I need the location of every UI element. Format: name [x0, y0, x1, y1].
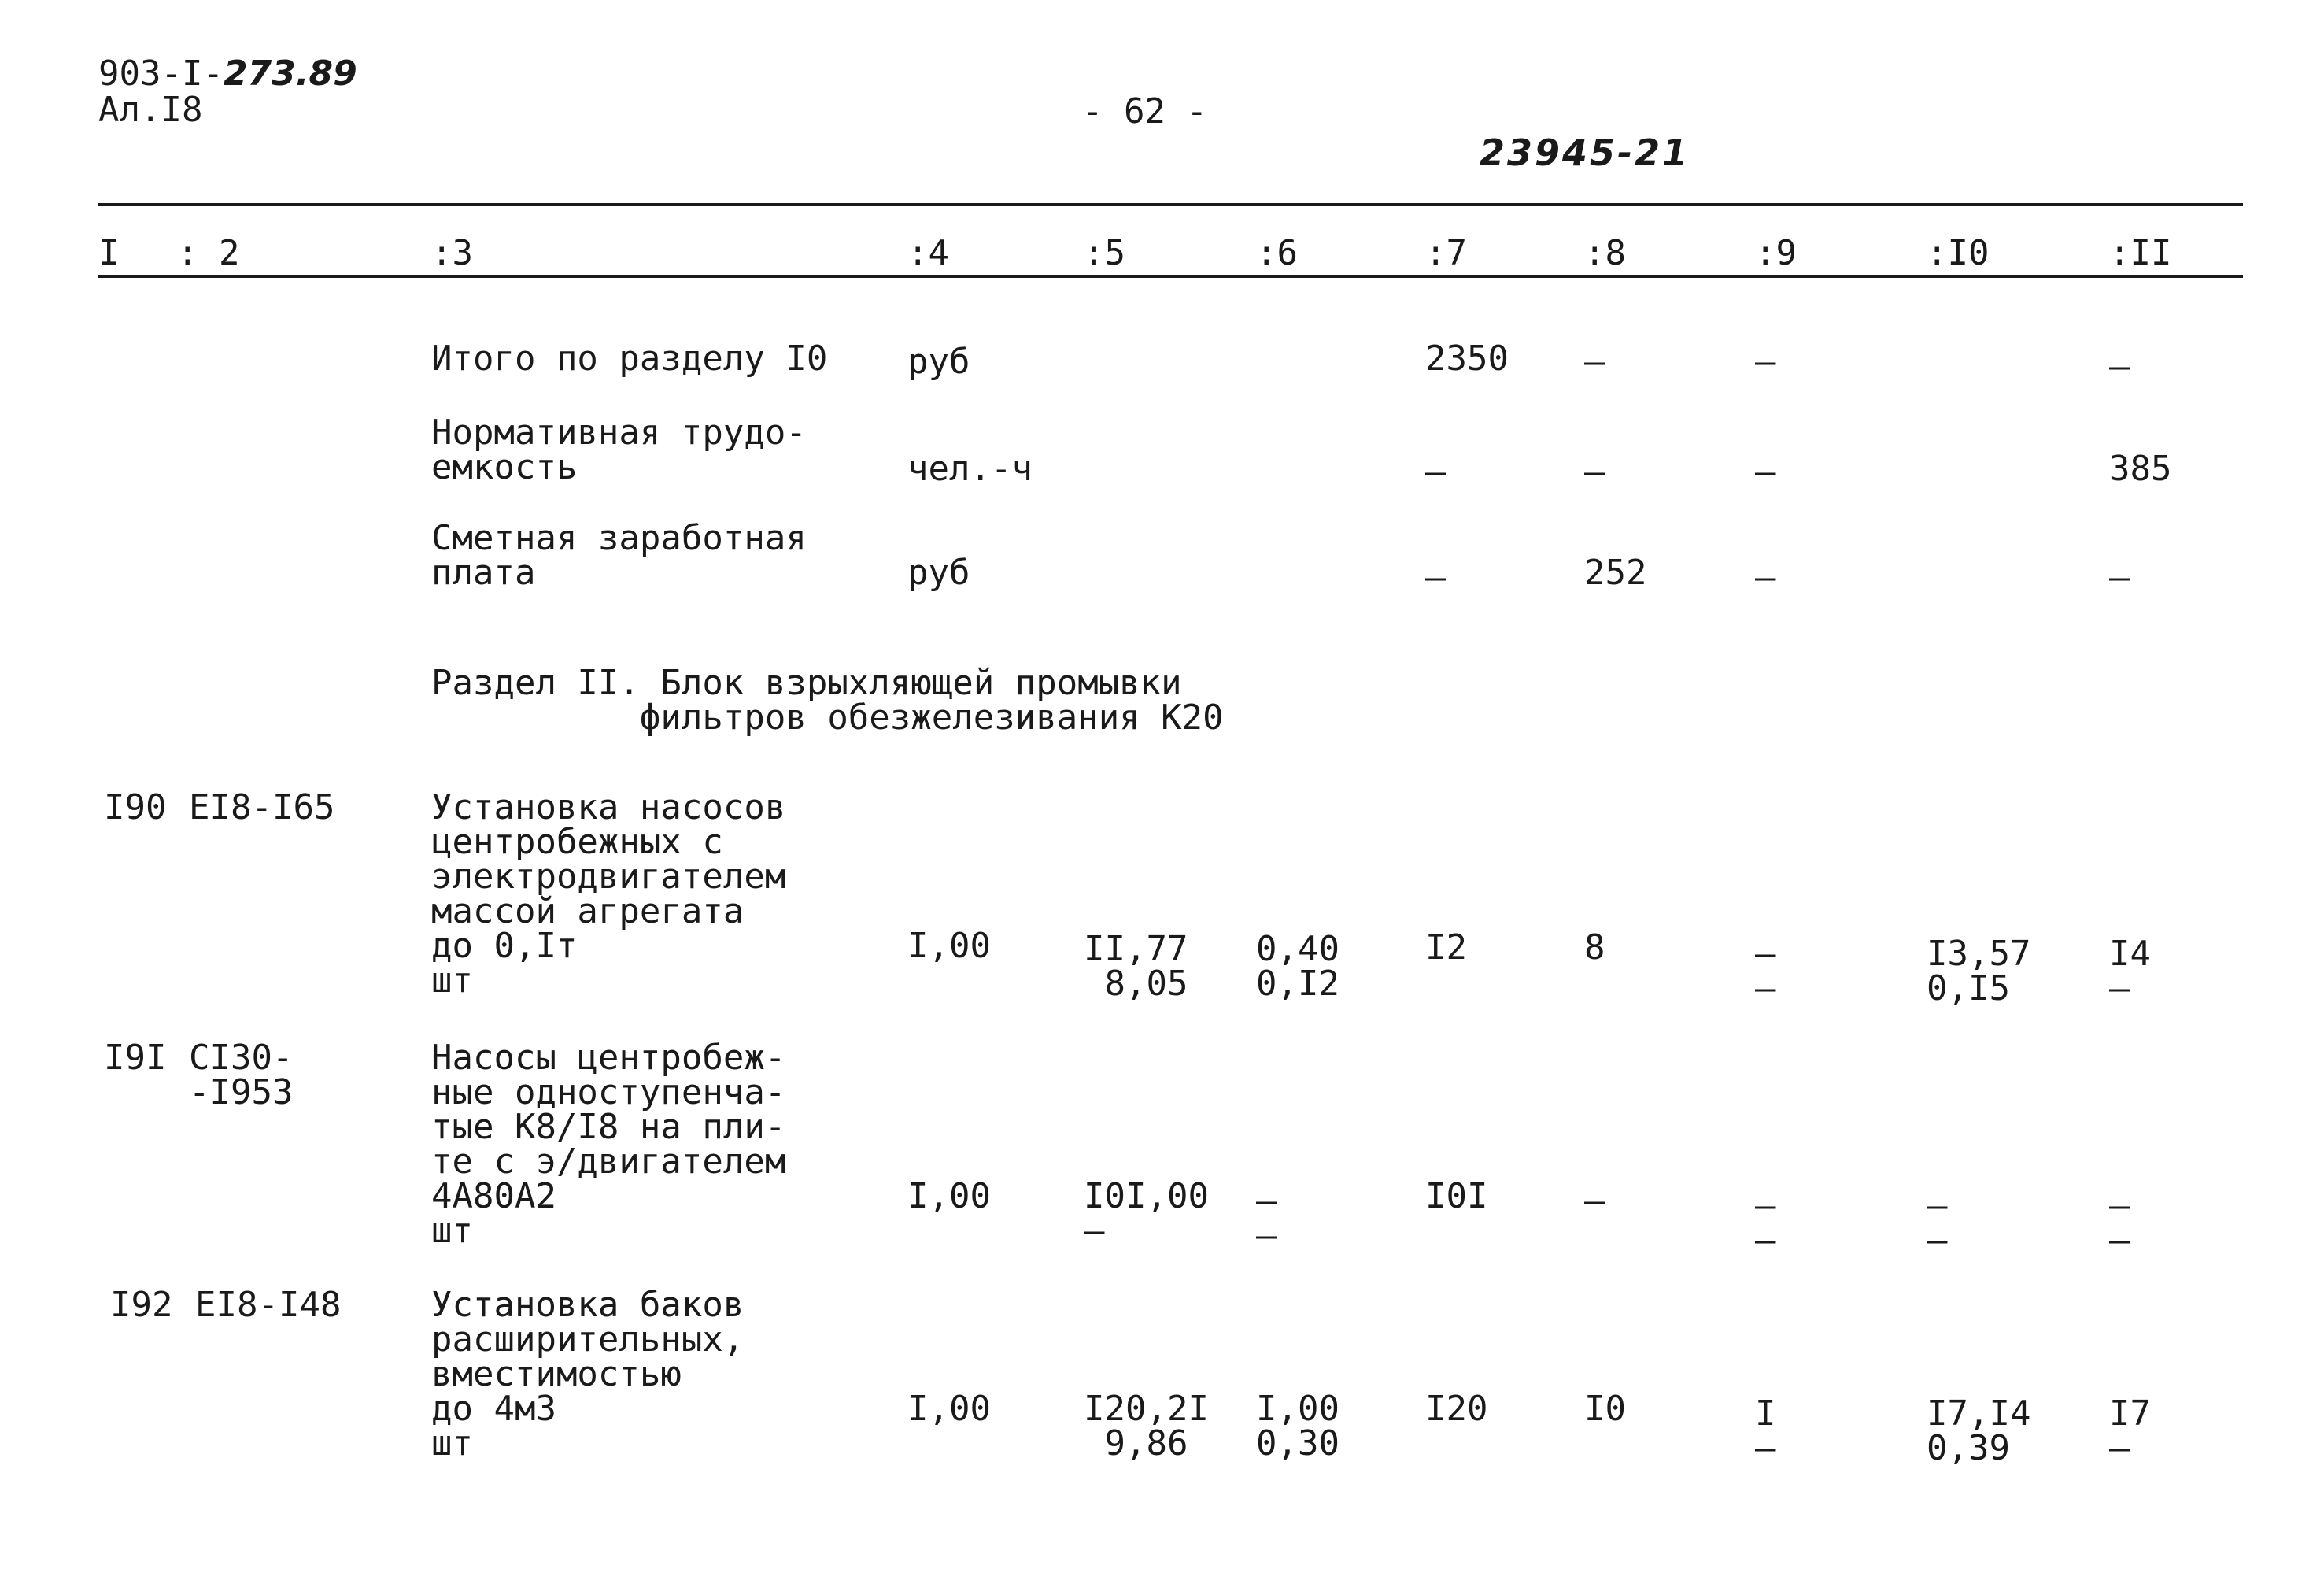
summary-col9: –	[1755, 342, 1776, 382]
summary-label: Нормативная трудо- емкость	[431, 413, 807, 487]
col-header-5: :5	[1084, 233, 1125, 273]
doc-code-prefix: 903-I-	[98, 54, 224, 94]
row-col7: I2	[1425, 927, 1467, 968]
row-col11: I7 –	[2109, 1393, 2151, 1468]
summary-unit: руб	[907, 553, 970, 593]
row-col10: I7,I4 0,39	[1927, 1393, 2031, 1468]
row-description: Установка насосов центробежных с электродвигателем массой агрегата до 0,Iт шт	[431, 787, 786, 1001]
row-col9: – –	[1755, 934, 1776, 1008]
col-header-7: :7	[1425, 233, 1467, 273]
row-code: ЕI8-I65	[189, 787, 335, 827]
row-col7: I0I	[1425, 1176, 1488, 1216]
row-col6: I,00 0,30	[1256, 1389, 1339, 1463]
row-col5: I20,2I 9,86	[1084, 1389, 1209, 1463]
section-title: Раздел II. Блок взрыхляющей промывки фильтров обезжелезивания К20	[431, 663, 1224, 738]
row-col4: I,00	[907, 1176, 991, 1216]
row-description: Установка баков расширительных, вместимостью до 4м3 шт	[431, 1285, 744, 1463]
summary-col7: –	[1425, 557, 1446, 598]
col-header-4: :4	[907, 233, 949, 273]
summary-col11: –	[2109, 557, 2130, 598]
col-header-3: :3	[431, 233, 473, 273]
row-col4: I,00	[907, 926, 991, 966]
col-header-10: :I0	[1927, 233, 1990, 273]
summary-unit: чел.-ч	[907, 449, 1033, 489]
row-col11: – –	[2109, 1186, 2130, 1260]
row-number: I90	[104, 787, 167, 827]
summary-col11: 385	[2109, 449, 2172, 489]
row-col7: I20	[1425, 1389, 1488, 1429]
header-top-rule	[98, 203, 2243, 206]
row-col11: I4 –	[2109, 934, 2151, 1008]
summary-col7: 2350	[1425, 339, 1509, 379]
row-number: I9I	[104, 1038, 167, 1078]
summary-col8: 252	[1584, 553, 1647, 593]
col-header-1: I	[98, 233, 120, 273]
stamp-number: 23945-21	[1480, 131, 1690, 174]
row-col6: – –	[1256, 1181, 1277, 1256]
row-number: I92	[110, 1285, 173, 1325]
row-col8: I0	[1584, 1389, 1626, 1429]
summary-col8: –	[1584, 342, 1605, 382]
row-col5: II,77 8,05	[1084, 929, 1188, 1004]
row-col10: – –	[1927, 1186, 1948, 1260]
summary-label: Сметная заработная плата	[431, 518, 807, 593]
row-col6: 0,40 0,I2	[1256, 929, 1339, 1004]
row-col9: I –	[1755, 1393, 1776, 1468]
row-description: Насосы центробеж- ные одноступенча- тые К8/I8 на пли- те с э/двигателем 4А80А2 шт	[431, 1038, 786, 1251]
row-col4: I,00	[907, 1389, 991, 1429]
summary-col8: –	[1584, 452, 1605, 492]
row-code: ЕI8-I48	[195, 1285, 342, 1325]
page-number: - 62 -	[1082, 91, 1207, 131]
summary-col11: –	[2109, 346, 2130, 387]
summary-unit: руб	[907, 342, 970, 382]
summary-col7: –	[1425, 452, 1446, 492]
row-col10: I3,57 0,I5	[1927, 934, 2031, 1008]
col-header-6: :6	[1256, 233, 1298, 273]
row-col9: – –	[1755, 1186, 1776, 1260]
col-header-2: : 2	[177, 233, 240, 273]
summary-col9: –	[1755, 452, 1776, 492]
header-bottom-rule	[98, 275, 2243, 278]
summary-label: Итого по разделу I0	[431, 339, 828, 379]
summary-col9: –	[1755, 557, 1776, 598]
col-header-9: :9	[1755, 233, 1797, 273]
doc-code-handwritten: 273.89	[223, 54, 357, 94]
row-col8: 8	[1584, 927, 1605, 968]
row-col5: I0I,00 –	[1084, 1176, 1209, 1251]
sheet-label: Ал.I8	[98, 90, 203, 130]
document-code	[98, 54, 357, 94]
col-header-8: :8	[1584, 233, 1626, 273]
row-col8: –	[1584, 1181, 1605, 1221]
col-header-11: :II	[2109, 233, 2172, 273]
row-code: СI30- -I953	[189, 1038, 294, 1112]
